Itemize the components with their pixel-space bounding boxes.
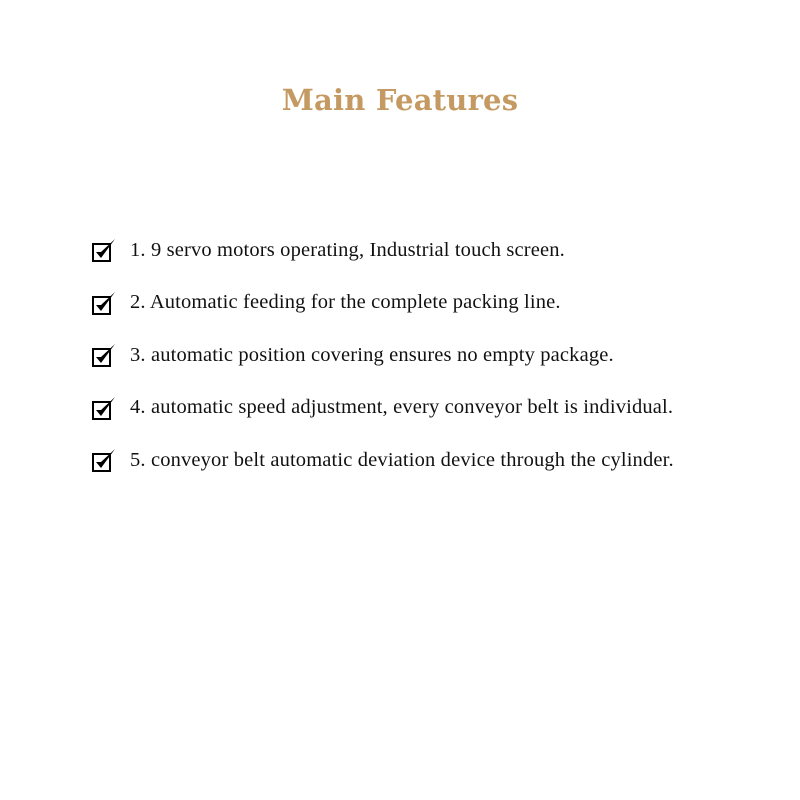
checked-box-icon (91, 342, 117, 368)
feature-item (91, 224, 791, 277)
feature-item (91, 277, 791, 330)
feature-item (91, 434, 791, 487)
checked-box-icon (91, 447, 117, 473)
checked-box-icon (91, 290, 117, 316)
page-title: Main Features (281, 83, 519, 118)
feature-text: 1. 9 servo motors operating, Industrial touch screen. (130, 238, 565, 261)
feature-text: 4. automatic speed adjustment, every conveyor belt is individual. (130, 396, 674, 419)
feature-text: 3. automatic position covering ensures no empty package. (130, 343, 614, 366)
feature-text: 5. conveyor belt automatic deviation device through the cylinder. (130, 448, 674, 471)
feature-item (91, 329, 791, 382)
checked-box-icon (91, 237, 117, 263)
feature-list (91, 224, 791, 487)
feature-item (91, 382, 791, 435)
checked-box-icon (91, 395, 117, 421)
feature-text: 2. Automatic feeding for the complete packing line. (130, 291, 561, 314)
